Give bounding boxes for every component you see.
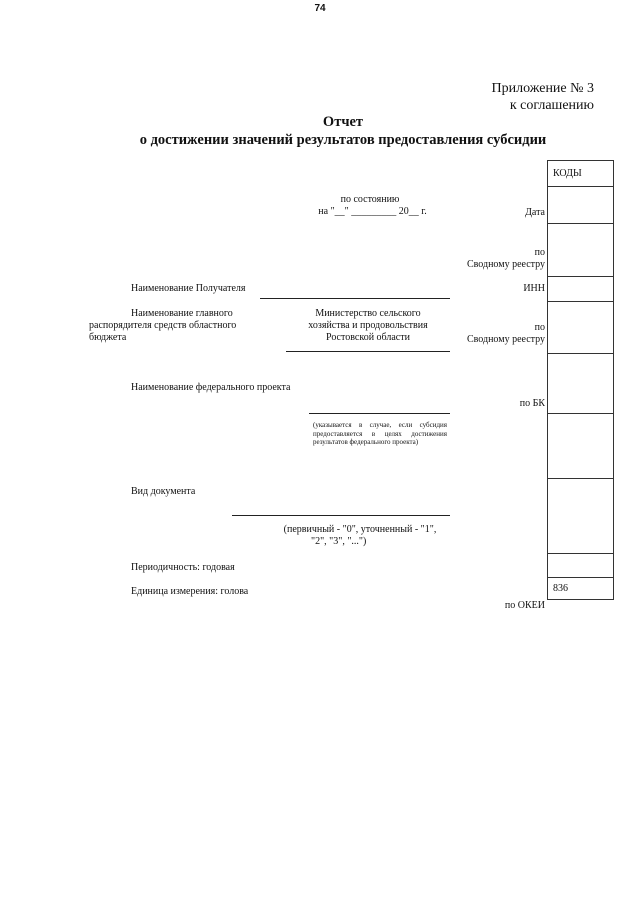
code-register2-cell[interactable]	[548, 302, 614, 354]
periodicity: Периодичность: годовая	[131, 562, 235, 573]
distributor-label-2: распорядителя средств областного	[89, 320, 237, 331]
distributor-line	[286, 351, 450, 352]
code-blank-cell-1[interactable]	[548, 414, 614, 479]
report-subtitle: о достижении значений результатов предоставления субсидии	[139, 132, 547, 148]
distributor-value-1: Министерство сельского	[315, 308, 421, 319]
date-placeholder[interactable]: на "__" _________ 20__ г.	[318, 206, 427, 217]
date-as-of: по состоянию	[340, 194, 400, 205]
report-title: Отчет	[322, 114, 364, 130]
doc-type-note-1: (первичный - "0", уточненный - "1",	[283, 524, 437, 535]
federal-project-label: Наименование федерального проекта	[131, 382, 291, 393]
label-date: Дата	[525, 207, 545, 218]
label-register1: Сводному реестру	[466, 259, 545, 270]
doc-type-label: Вид документа	[131, 486, 196, 497]
appendix-agreement: к соглашению	[509, 98, 594, 113]
code-blank-cell-3[interactable]	[548, 554, 614, 578]
code-inn-cell[interactable]	[548, 277, 614, 302]
code-register1-cell[interactable]	[548, 224, 614, 277]
appendix-number: Приложение № 3	[491, 81, 594, 96]
federal-project-line[interactable]	[309, 413, 450, 414]
codes-table	[547, 160, 614, 600]
codes-header: КОДЫ	[548, 161, 614, 187]
distributor-value-2: хозяйства и продовольствия	[308, 320, 428, 331]
label-register2-po: по	[534, 322, 545, 333]
label-okei: по ОКЕИ	[504, 600, 545, 611]
code-blank-cell-2[interactable]	[548, 479, 614, 554]
doc-type-note-2: "2", "3", "...")	[311, 536, 367, 547]
federal-project-note: (указывается в случае, если субсидия предоставляется в целях достижения результатов федерального проекта)	[313, 421, 447, 446]
label-register1-po: по	[534, 247, 545, 258]
label-register2: Сводному реестру	[466, 334, 545, 345]
code-okei-cell: 836	[548, 578, 614, 600]
label-inn: ИНН	[523, 283, 545, 294]
recipient-line[interactable]	[260, 298, 450, 299]
page-number: 74	[314, 3, 326, 14]
code-date-cell[interactable]	[548, 187, 614, 224]
distributor-label-3: бюджета	[89, 332, 127, 343]
label-bk: по БК	[519, 398, 545, 409]
recipient-label: Наименование Получателя	[131, 283, 246, 294]
distributor-value-3: Ростовской области	[326, 332, 410, 343]
unit-of-measure: Единица измерения: голова	[131, 586, 249, 597]
distributor-label-1: Наименование главного	[131, 308, 233, 319]
code-bk-cell[interactable]	[548, 354, 614, 414]
doc-type-line[interactable]	[232, 515, 450, 516]
